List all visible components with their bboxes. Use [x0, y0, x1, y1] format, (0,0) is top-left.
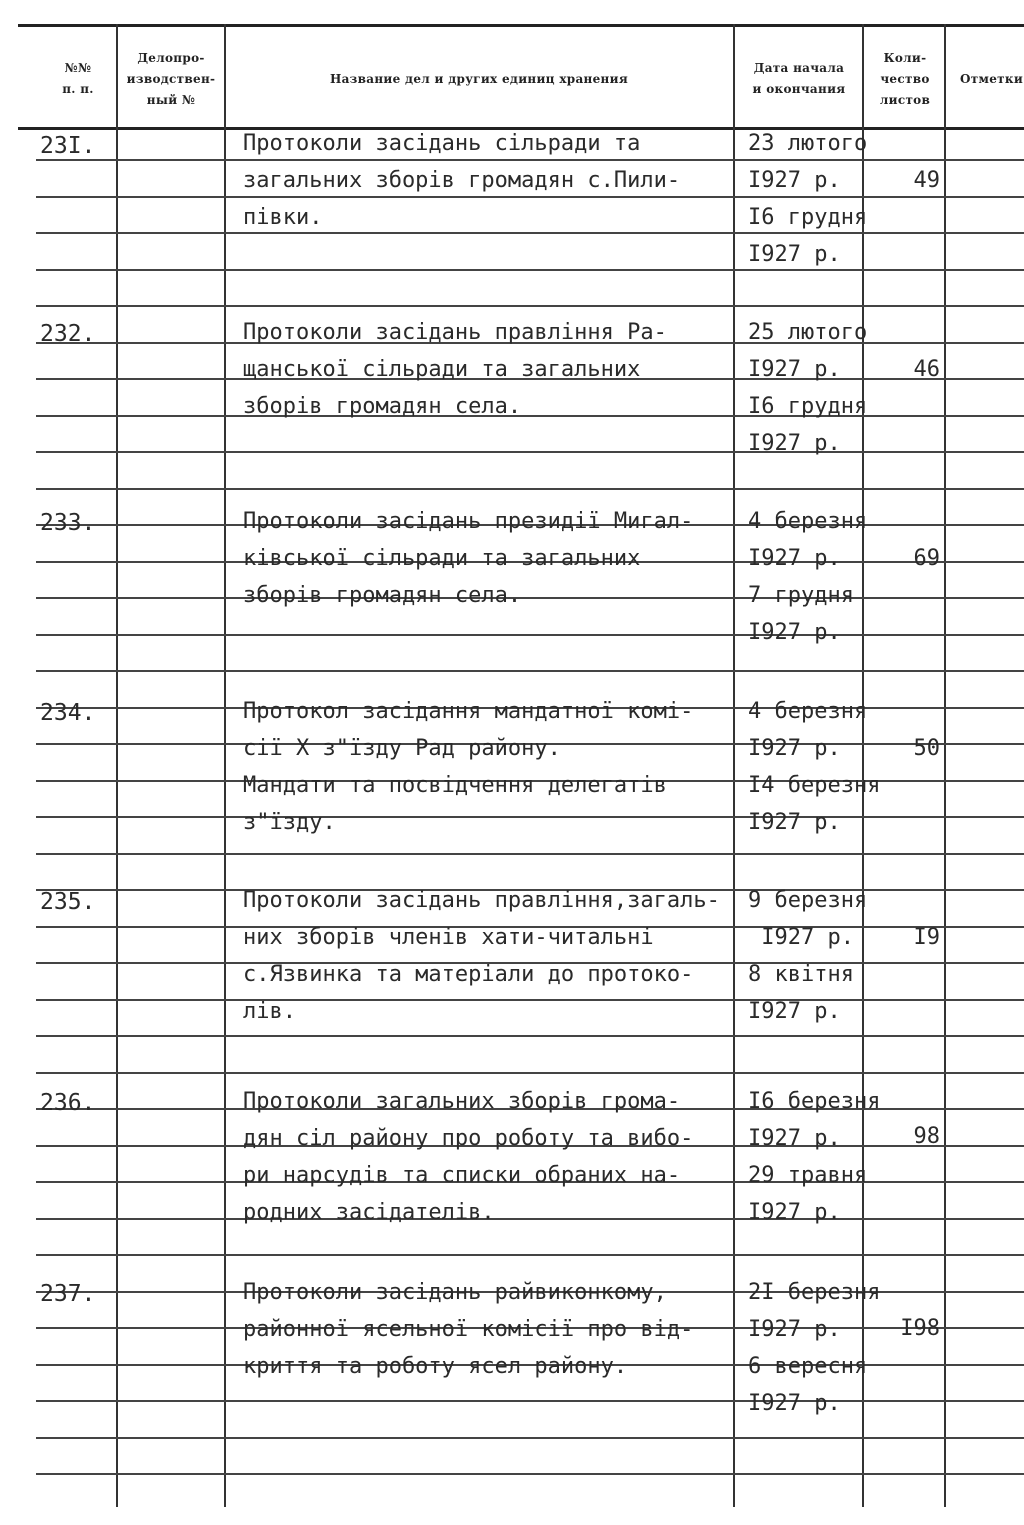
row-title-line: районної ясельної комісії про від- [243, 1317, 694, 1342]
row-date-line: 4 березня [748, 509, 868, 534]
row-title-line: дян сіл району про роботу та вибо- [243, 1126, 694, 1151]
row-date-line: I927 р. [748, 1391, 841, 1416]
row-dates [748, 1274, 908, 1422]
header-title: Название дел и других единиц хранения [329, 71, 629, 86]
row-title-line: щанської сільради та загальних [243, 357, 641, 382]
row-title-line: Протоколи засідань президії Мигал- [243, 509, 694, 534]
row-title-line: сії X з"їзду Рад району. [243, 736, 561, 761]
ruled-line [36, 853, 1024, 855]
header-top-rule [18, 24, 1024, 27]
row-date-line: I927 р. [748, 242, 841, 267]
row-number: 233. [40, 510, 96, 536]
row-sheets: 69 [913, 546, 940, 571]
row-title-line: півки. [243, 205, 323, 230]
row-title-line: Протоколи засідань сільради та [243, 131, 641, 156]
row-number: 236. [40, 1090, 96, 1116]
row-title [243, 1083, 743, 1231]
row-title-line: Протоколи загальних зборів грома- [243, 1089, 681, 1114]
row-date-line: 6 вересня [748, 1354, 868, 1379]
ruled-line [36, 488, 1024, 490]
ruled-line [36, 1437, 1024, 1439]
row-sheets: 46 [913, 357, 940, 382]
row-date-line: 23 лютого [748, 131, 868, 156]
row-date-line: 8 квітня [748, 962, 854, 987]
row-date-line: I927 р. [748, 1317, 841, 1342]
row-date-line: I927 р. [748, 736, 841, 761]
row-date-line: I927 р. [748, 1200, 841, 1225]
ruled-line [36, 1473, 1024, 1475]
row-number: 237. [40, 1281, 96, 1307]
row-sheets: 98 [913, 1124, 940, 1149]
row-date-line: I927 р. [748, 925, 854, 950]
row-dates [748, 693, 908, 841]
row-title-line: зборів громадян села. [243, 583, 522, 608]
row-number: 232. [40, 321, 96, 347]
row-number: 235. [40, 889, 96, 915]
row-date-line: I927 р. [748, 546, 841, 571]
row-date-line: I6 грудня [748, 394, 868, 419]
header-number: №№ п. п. [62, 61, 94, 96]
row-title-line: ківської сільради та загальних [243, 546, 641, 571]
row-title-line: них зборів членів хати-читальні [243, 925, 654, 950]
row-date-line: I927 р. [748, 620, 841, 645]
header-notes: Отметки [960, 71, 1024, 86]
row-date-line: I927 р. [748, 168, 841, 193]
row-date-line: I927 р. [748, 810, 841, 835]
row-title [243, 314, 743, 425]
row-title-line: ри нарсудів та списки обраних на- [243, 1163, 681, 1188]
row-title-line: криття та роботу ясел району. [243, 1354, 628, 1379]
row-date-line: 4 березня [748, 699, 868, 724]
ruled-line [36, 1072, 1024, 1074]
header-sheets: Коли- чество листов [879, 50, 931, 107]
row-title-line: Протоколи засідань правління,загаль- [243, 888, 720, 913]
row-date-line: 2I березня [748, 1280, 881, 1305]
header-dates: Дата начала и окончания [752, 61, 846, 96]
ruled-line [36, 670, 1024, 672]
ruled-line [36, 1035, 1024, 1037]
row-date-line: 25 лютого [748, 320, 868, 345]
row-title-line: Протоколи засідань райвиконкому, [243, 1280, 667, 1305]
row-date-line: I927 р. [748, 431, 841, 456]
column-divider [224, 24, 226, 1507]
row-date-line: I6 грудня [748, 205, 868, 230]
row-title [243, 693, 743, 841]
row-title-line: с.Язвинка та матеріали до протоко- [243, 962, 694, 987]
row-dates [748, 503, 908, 651]
row-title [243, 503, 743, 614]
row-dates [748, 125, 908, 273]
row-title-line: родних засідателів. [243, 1200, 495, 1225]
header-case-number: Делопро- изводствен- ный № [126, 50, 216, 107]
row-number: 234. [40, 700, 96, 726]
row-date-line: I6 березня [748, 1089, 881, 1114]
row-number: 23I. [40, 133, 96, 159]
row-date-line: 9 березня [748, 888, 868, 913]
row-title-line: загальних зборів громадян с.Пили- [243, 168, 681, 193]
row-date-line: 29 травня [748, 1163, 868, 1188]
row-title-line: Протоколи засідань правління Ра- [243, 320, 667, 345]
column-divider [944, 24, 946, 1507]
row-dates [748, 314, 908, 462]
row-title-line: лів. [243, 999, 296, 1024]
row-date-line: I927 р. [748, 357, 841, 382]
row-title-line: Протокол засідання мандатної комі- [243, 699, 694, 724]
row-sheets: I9 [913, 925, 940, 950]
row-date-line: I927 р. [748, 999, 841, 1024]
row-sheets: 50 [913, 736, 940, 761]
row-sheets: 49 [913, 168, 940, 193]
ruled-line [36, 1254, 1024, 1256]
row-date-line: 7 грудня [748, 583, 854, 608]
row-dates [748, 882, 908, 1030]
row-title [243, 882, 743, 1030]
row-title [243, 1274, 743, 1385]
row-date-line: I927 р. [748, 1126, 841, 1151]
ruled-line [36, 305, 1024, 307]
row-dates [748, 1083, 908, 1231]
row-title-line: зборів громадян села. [243, 394, 522, 419]
row-sheets: I98 [900, 1316, 940, 1341]
row-title-line: з"їзду. [243, 810, 336, 835]
row-date-line: I4 березня [748, 773, 881, 798]
row-title-line: Мандати та посвідчення делегатів [243, 773, 667, 798]
row-title [243, 125, 743, 236]
